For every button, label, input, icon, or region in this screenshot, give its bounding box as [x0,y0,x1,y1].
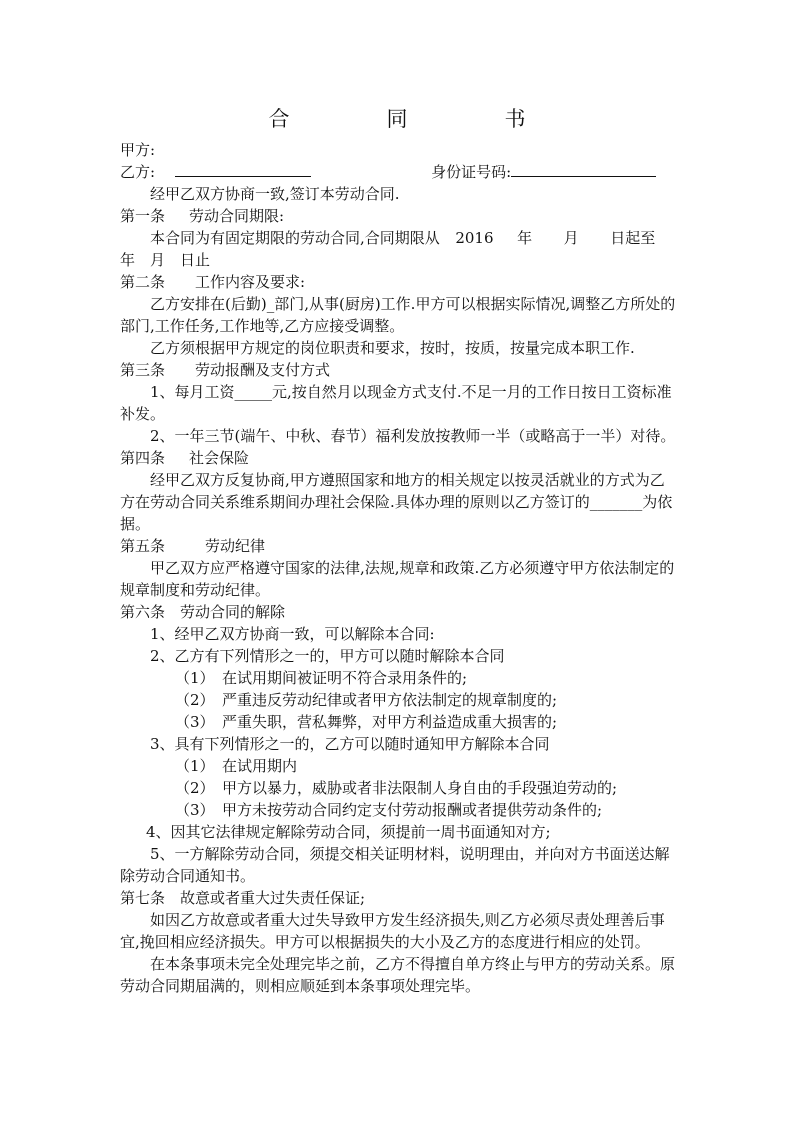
day-unit: 日起至 [610,229,656,247]
contract-start-year: 2016 [455,229,494,247]
article-6-item-2-sub-1: （1） 在试用期间被证明不符合录用条件的; [175,669,468,687]
article-6-item-4: 4、因其它法律规定解除劳动合同，须提前一周书面通知对方; [146,823,551,841]
article-6-item-2: 2、乙方有下列情形之一的，甲方可以随时解除本合同 [150,647,505,665]
article-7-para-2: 在本条事项未完全处理完毕之前，乙方不得擅自单方终止与甲方的劳动关系。原劳动合同期届满的，则相应顺延到本条事项处理完毕。 [120,955,676,995]
article-3-para-2: 2、一年三节(端午、中秋、春节）福利发放按教师一半（或略高于一半）对待。 [150,427,676,445]
id-number-label: 身份证号码: [431,163,512,181]
article-6-item-3-sub-1: （1） 在试用期内 [175,757,298,775]
article-6-item-2-sub-3: （3） 严重失职，营私舞弊，对甲方利益造成重大损害的; [175,713,558,731]
id-number-blank[interactable] [511,162,656,177]
article-1-para-line1 [120,227,676,249]
article-3-number: 第三条 [120,361,166,379]
article-7-para-1: 如因乙方故意或者重大过失导致甲方发生经济损失,则乙方必须尽责处理善后事宜,挽回相应经济损失。甲方可以根据损失的大小及乙方的态度进行相应的处罚。 [120,911,665,951]
article-6-item-2-sub-2: （2） 严重违反劳动纪律或者甲方依法制定的规章制度的; [175,691,558,709]
article-6-heading: 第六条 劳动合同的解除 [120,603,286,621]
article-3-heading [120,359,676,381]
article-6-item-1: 1、经甲乙双方协商一致，可以解除本合同: [150,625,435,643]
party-b-label: 乙方: [120,163,156,181]
article-3-para-1: 1、每月工资_____元,按自然月以现金方式支付.不足一月的工作日按日工资标准补发。 [120,383,672,423]
article-5-heading [120,535,676,557]
contract-body [120,139,676,997]
article-6-item-3-sub-2: （2） 甲方以暴力，威胁或者非法限制人身自由的手段强迫劳动的; [175,779,618,797]
party-b-name-blank[interactable] [175,162,311,177]
article-1-para-line2: 年 月 日止 [120,251,211,269]
article-1-number: 第一条 [120,207,166,225]
intro-line: 经甲乙双方协商一致,签订本劳动合同. [150,185,400,203]
article-1-text: 本合同为有固定期限的劳动合同,合同期限从 [150,229,440,247]
article-1-title: 劳动合同期限: [189,207,285,225]
article-2-heading [120,271,676,293]
article-5-number: 第五条 [120,537,166,555]
article-7-heading: 第七条 故意或者重大过失责任保证; [120,889,366,907]
article-4-heading [120,447,676,469]
article-6-item-3: 3、具有下列情形之一的，乙方可以随时通知甲方解除本合同 [150,735,550,753]
year-unit: 年 [517,229,533,247]
article-6-item-5: 5、一方解除劳动合同，须提交相关证明材料，说明理由，并向对方书面送达解除劳动合同通知书。 [120,845,670,885]
party-b-line [120,161,676,183]
article-3-title: 劳动报酬及支付方式 [195,361,331,379]
article-1-heading [120,205,676,227]
article-2-number: 第二条 [120,273,166,291]
article-5-title: 劳动纪律 [205,537,266,555]
article-2-para-2: 乙方须根据甲方规定的岗位职责和要求，按时，按质，按量完成本职工作. [150,339,635,357]
article-6-item-3-sub-3: （3） 甲方未按劳动合同约定支付劳动报酬或者提供劳动条件的; [175,801,603,819]
party-a-line: 甲方: [120,141,156,159]
article-2-para-1: 乙方安排在(后勤)_部门,从事(厨房)工作.甲方可以根据实际情况,调整乙方所处的部门,工作任务,工作地等,乙方应接受调整。 [120,295,676,335]
article-5-para-1: 甲乙双方应严格遵守国家的法律,法规,规章和政策.乙方必须遵守甲方依法制定的规章制度和劳动纪律。 [120,559,675,599]
article-2-title: 工作内容及要求: [195,273,306,291]
article-4-title: 社会保险 [189,449,250,467]
article-4-number: 第四条 [120,449,166,467]
document-title: 合 同 书 [268,107,564,131]
month-unit: 月 [563,229,579,247]
article-4-para-1: 经甲乙双方反复协商,甲方遵照国家和地方的相关规定以按灵活就业的方式为乙方在劳动合同关系维系期间办理社会保险.具体办理的原则以乙方签订的_______为依据。 [120,471,673,533]
